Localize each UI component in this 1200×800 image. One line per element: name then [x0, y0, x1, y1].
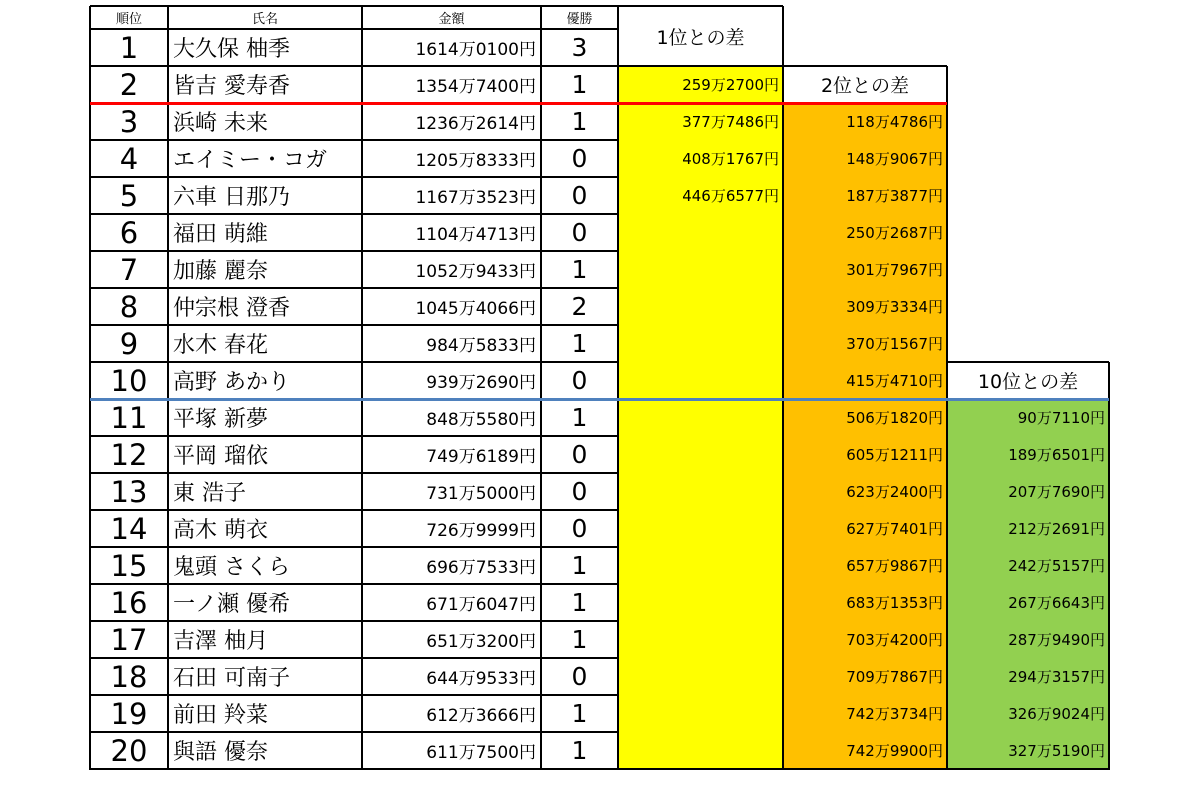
wins-cell: 2: [571, 292, 588, 321]
diff1-cell: [618, 399, 783, 436]
name-cell: 與語 優奈: [173, 740, 268, 765]
amount-cell: 611万7500円: [426, 743, 536, 763]
name-cell: 六車 日那乃: [173, 185, 290, 210]
wins-cell: 1: [571, 588, 588, 617]
grid-line-horizontal: [90, 472, 618, 474]
amount-cell: 1104万4713円: [415, 225, 536, 245]
wins-cell: 1: [571, 329, 588, 358]
name-cell: 一ノ瀬 優希: [173, 592, 290, 617]
diff10-cell: 90万7110円: [1017, 409, 1105, 427]
wins-cell: 1: [571, 107, 588, 136]
diff-label-second: 2位との差: [820, 75, 910, 97]
amount-cell: 612万3666円: [426, 706, 536, 726]
name-cell: 平塚 新夢: [173, 407, 268, 432]
diff10-cell: 212万2691円: [1008, 520, 1105, 538]
grid-line-vertical: [782, 6, 784, 770]
rank-cell: 18: [110, 659, 148, 694]
amount-cell: 1167万3523円: [415, 188, 536, 208]
grid-line-horizontal: [618, 65, 783, 67]
amount-cell: 984万5833円: [426, 336, 536, 356]
header-amount: 金額: [438, 12, 465, 27]
wins-cell: 1: [571, 625, 588, 654]
rank-cell: 11: [110, 400, 148, 435]
diff1-cell: 377万7486円: [682, 113, 779, 131]
amount-cell: 848万5580円: [426, 410, 536, 430]
name-cell: 吉澤 柚月: [173, 629, 268, 654]
diff10-cell: 189万6501円: [1008, 446, 1105, 464]
name-cell: エイミー・コガ: [173, 148, 328, 173]
diff1-cell: [618, 584, 783, 621]
wins-cell: 1: [571, 70, 588, 99]
grid-line-horizontal: [90, 620, 618, 622]
grid-line-horizontal: [90, 731, 618, 733]
diff1-cell: 259万2700円: [682, 76, 779, 94]
diff2-cell: 627万7401円: [846, 520, 943, 538]
diff2-cell: 301万7967円: [846, 261, 943, 279]
grid-line-horizontal: [90, 694, 618, 696]
wins-cell: 3: [571, 33, 588, 62]
name-cell: 東 浩子: [173, 481, 246, 506]
diff10-cell: 294万3157円: [1008, 668, 1105, 686]
diff1-cell: [618, 547, 783, 584]
wins-cell: 0: [571, 366, 588, 395]
diff2-cell: 370万1567円: [846, 335, 943, 353]
wins-cell: 0: [571, 218, 588, 247]
name-cell: 鬼頭 さくら: [173, 555, 290, 580]
name-cell: 平岡 瑠依: [173, 444, 268, 469]
amount-cell: 1236万2614円: [415, 114, 536, 134]
rank-cell: 12: [110, 437, 148, 472]
grid-line-horizontal: [90, 324, 618, 326]
amount-cell: 1614万0100円: [415, 40, 536, 60]
grid-line-horizontal: [90, 583, 618, 585]
diff10-cell: 287万9490円: [1008, 631, 1105, 649]
grid-line-horizontal: [90, 768, 1109, 770]
wins-cell: 0: [571, 514, 588, 543]
diff1-cell: [618, 436, 783, 473]
rank-cell: 17: [110, 622, 148, 657]
diff2-cell: 506万1820円: [846, 409, 943, 427]
wins-cell: 1: [571, 736, 588, 765]
wins-cell: 0: [571, 662, 588, 691]
diff1-cell: [618, 325, 783, 362]
rank-cell: 19: [110, 696, 148, 731]
amount-cell: 671万6047円: [426, 595, 536, 615]
wins-cell: 1: [571, 699, 588, 728]
diff1-cell: [618, 288, 783, 325]
rank-cell: 2: [119, 67, 139, 102]
grid-line-vertical: [617, 6, 619, 770]
grid-line-horizontal: [90, 287, 618, 289]
wins-cell: 1: [571, 255, 588, 284]
diff1-cell: [618, 362, 783, 399]
rank-cell: 14: [110, 511, 148, 546]
diff-label-tenth: 10位との差: [977, 371, 1079, 393]
rank-cell: 7: [119, 252, 139, 287]
grid-line-horizontal: [783, 65, 947, 67]
amount-cell: 1052万9433円: [415, 262, 536, 282]
name-cell: 水木 春花: [173, 333, 268, 358]
grid-line-horizontal: [90, 5, 783, 7]
grid-line-vertical: [361, 6, 363, 770]
diff10-cell: 267万6643円: [1008, 594, 1105, 612]
diff2-cell: 309万3334円: [846, 298, 943, 316]
diff10-cell: 327万5190円: [1008, 742, 1105, 760]
wins-cell: 0: [571, 440, 588, 469]
diff10-cell: 242万5157円: [1008, 557, 1105, 575]
rank-cell: 16: [110, 585, 148, 620]
grid-line-vertical: [540, 6, 542, 770]
wins-cell: 0: [571, 144, 588, 173]
diff10-cell: 207万7690円: [1008, 483, 1105, 501]
amount-cell: 749万6189円: [426, 447, 536, 467]
amount-cell: 1205万8333円: [415, 151, 536, 171]
rank-cell: 4: [119, 141, 139, 176]
diff2-cell: 703万4200円: [846, 631, 943, 649]
diff2-cell: 605万1211円: [846, 446, 943, 464]
separator-red-line: [90, 102, 947, 105]
amount-cell: 696万7533円: [426, 558, 536, 578]
diff1-cell: 446万6577円: [682, 187, 779, 205]
rank-cell: 13: [110, 474, 148, 509]
grid-line-horizontal: [90, 546, 618, 548]
grid-line-vertical: [946, 66, 948, 770]
rank-cell: 8: [119, 289, 139, 324]
grid-line-horizontal: [90, 509, 618, 511]
diff1-cell: [618, 214, 783, 251]
name-cell: 福田 萌維: [173, 222, 268, 247]
name-cell: 皆吉 愛寿香: [173, 74, 290, 99]
grid-line-horizontal: [90, 361, 618, 363]
amount-cell: 726万9999円: [426, 521, 536, 541]
diff1-cell: [618, 621, 783, 658]
amount-cell: 644万9533円: [426, 669, 536, 689]
grid-line-horizontal: [90, 65, 618, 67]
diff10-cell: 326万9024円: [1008, 705, 1105, 723]
wins-cell: 0: [571, 181, 588, 210]
grid-line-horizontal: [90, 176, 618, 178]
diff2-cell: 742万3734円: [846, 705, 943, 723]
wins-cell: 1: [571, 551, 588, 580]
grid-line-horizontal: [90, 213, 618, 215]
header-rank: 順位: [115, 12, 142, 27]
diff1-cell: [618, 510, 783, 547]
amount-cell: 731万5000円: [426, 484, 536, 504]
diff1-cell: [618, 658, 783, 695]
rank-cell: 6: [119, 215, 139, 250]
amount-cell: 1045万4066円: [415, 299, 536, 319]
grid-line-horizontal: [90, 139, 618, 141]
diff2-cell: 415万4710円: [846, 372, 943, 390]
name-cell: 高木 萌衣: [173, 518, 268, 543]
header-name: 氏名: [251, 12, 278, 27]
diff1-cell: [618, 732, 783, 769]
wins-cell: 1: [571, 403, 588, 432]
rank-cell: 5: [119, 178, 139, 213]
diff2-cell: 742万9900円: [846, 742, 943, 760]
name-cell: 大久保 柚季: [173, 37, 290, 62]
rank-cell: 20: [110, 733, 148, 768]
diff2-cell: 623万2400円: [846, 483, 943, 501]
diff2-cell: 657万9867円: [846, 557, 943, 575]
diff2-cell: 148万9067円: [846, 150, 943, 168]
rank-cell: 1: [119, 30, 139, 65]
grid-line-horizontal: [90, 657, 618, 659]
rank-cell: 10: [110, 363, 148, 398]
grid-line-vertical: [167, 6, 169, 770]
diff2-cell: 709万7867円: [846, 668, 943, 686]
separator-blue-line: [90, 398, 1109, 401]
diff2-cell: 250万2687円: [846, 224, 943, 242]
diff1-cell: 408万1767円: [682, 150, 779, 168]
rank-cell: 9: [119, 326, 139, 361]
diff1-cell: [618, 473, 783, 510]
diff2-cell: 118万4786円: [846, 113, 943, 131]
amount-cell: 939万2690円: [426, 373, 536, 393]
grid-line-vertical: [1108, 362, 1110, 770]
header-wins: 優勝: [566, 12, 593, 27]
name-cell: 仲宗根 澄香: [173, 296, 290, 321]
grid-line-horizontal: [90, 250, 618, 252]
grid-line-horizontal: [90, 435, 618, 437]
name-cell: 高野 あかり: [173, 370, 290, 395]
rank-cell: 15: [110, 548, 148, 583]
amount-cell: 1354万7400円: [415, 77, 536, 97]
grid-line-vertical: [89, 6, 91, 770]
grid-line-horizontal: [947, 361, 1109, 363]
name-cell: 浜崎 未来: [173, 111, 268, 136]
diff2-cell: 187万3877円: [846, 187, 943, 205]
amount-cell: 651万3200円: [426, 632, 536, 652]
wins-cell: 0: [571, 477, 588, 506]
diff2-cell: 683万1353円: [846, 594, 943, 612]
rank-cell: 3: [119, 104, 139, 139]
name-cell: 石田 可南子: [173, 666, 290, 691]
name-cell: 加藤 麗奈: [173, 259, 268, 284]
name-cell: 前田 羚菜: [173, 703, 268, 728]
grid-line-horizontal: [90, 28, 618, 30]
diff1-cell: [618, 251, 783, 288]
diff1-cell: [618, 695, 783, 732]
diff-label-first: 1位との差: [656, 26, 745, 49]
